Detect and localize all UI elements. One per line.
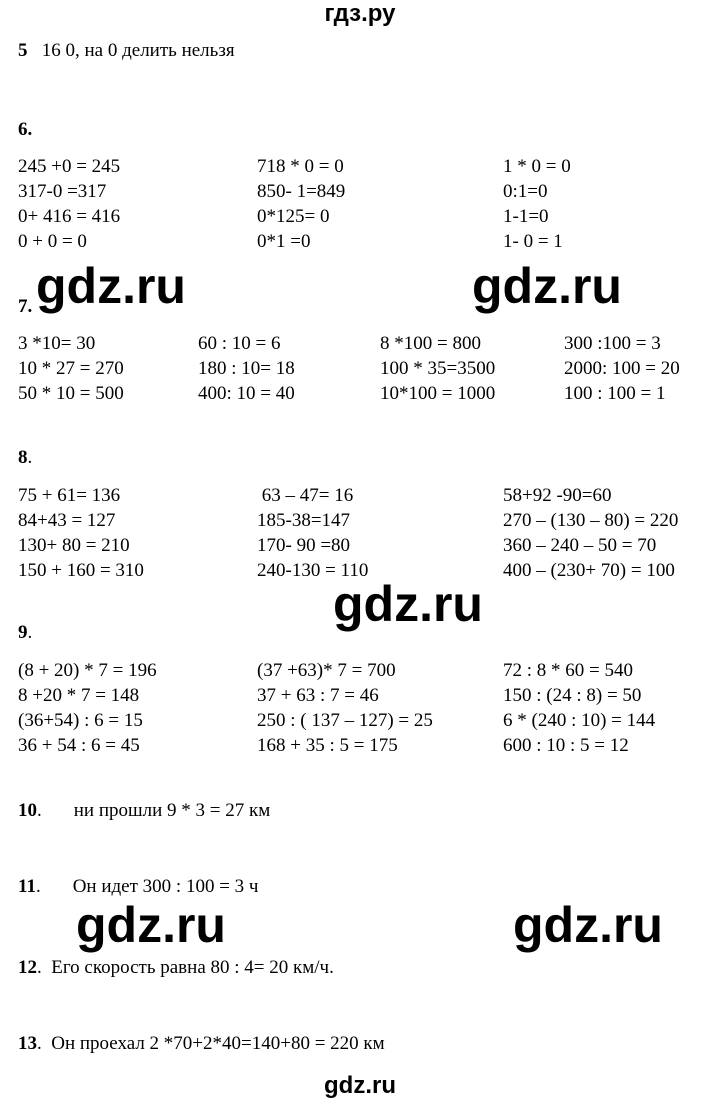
expression: 317-0 =317 [18,181,107,202]
task-number: 10 [18,800,37,821]
expression: 250 : ( 137 – 127) = 25 [257,710,433,731]
expression: 8 *100 = 800 [380,333,481,354]
expression: 63 – 47= 16 [257,485,354,506]
expression: 1- 0 = 1 [503,231,563,252]
expression: 360 – 240 – 50 = 70 [503,535,657,556]
expression: 58+92 -90=60 [503,485,612,506]
task-number: 7. [18,296,33,317]
expression: 1 * 0 = 0 [503,156,571,177]
expression: 270 – (130 – 80) = 220 [503,510,679,531]
task-number-dot: . [27,622,33,643]
expression: 37 + 63 : 7 = 46 [257,685,379,706]
expression: 100 : 100 = 1 [564,383,666,404]
expression: 130+ 80 = 210 [18,535,130,556]
column-1 [18,483,144,583]
expression: 84+43 = 127 [18,510,116,531]
task-number: 5 [18,40,28,61]
column-2 [198,331,295,406]
task-answer: ни прошли 9 * 3 = 27 км [73,800,271,821]
expression: 8 +20 * 7 = 148 [18,685,140,706]
expression: 168 + 35 : 5 = 175 [257,735,398,756]
task-number: 9 [18,622,28,643]
expression: 75 + 61= 136 [18,485,121,506]
expression: 180 : 10= 18 [198,358,295,379]
task-5 [18,38,235,63]
expression: (36+54) : 6 = 15 [18,710,143,731]
column-3 [503,658,655,758]
task-number-dot: . [35,876,41,897]
task-number: 11 [18,876,36,897]
task-11 [18,874,258,899]
expression: 3 *10= 30 [18,333,96,354]
task-answer: Его скорость равна 80 : 4= 20 км/ч. [51,957,334,978]
column-1 [18,331,124,406]
task-number: 13 [18,1033,37,1054]
expression: 150 : (24 : 8) = 50 [503,685,642,706]
watermark: gdz.ru [36,258,186,314]
column-2 [257,658,433,758]
expression: 185-38=147 [257,510,351,531]
task-6-heading [18,117,32,142]
expression: 0+ 416 = 416 [18,206,121,227]
expression: 245 +0 = 245 [18,156,121,177]
expression: 850- 1=849 [257,181,346,202]
expression: 72 : 8 * 60 = 540 [503,660,633,681]
task-number-dot: . [37,957,42,978]
expression: 50 * 10 = 500 [18,383,124,404]
expression: 300 :100 = 3 [564,333,661,354]
watermark: gdz.ru [76,897,226,953]
task-number: 6. [18,119,33,140]
task-number-dot: . [37,1033,42,1054]
task-number: 12 [18,957,37,978]
column-3 [380,331,495,406]
column-3 [503,483,678,583]
expression: 1-1=0 [503,206,549,227]
task-number-dot: . [37,800,42,821]
expression: 0:1=0 [503,181,548,202]
watermark: gdz.ru [333,576,483,632]
task-8-heading [18,445,32,470]
column-2 [257,154,345,254]
task-number-dot: . [27,447,33,468]
expression: 150 + 160 = 310 [18,560,144,581]
site-header: гдз.ру [324,0,396,27]
expression: 36 + 54 : 6 = 45 [18,735,140,756]
task-7-heading [18,294,32,319]
expression: 2000: 100 = 20 [564,358,680,379]
expression: (8 + 20) * 7 = 196 [18,660,157,681]
task-10 [18,798,270,823]
column-1 [18,154,120,254]
column-2 [257,483,368,583]
watermark: gdz.ru [472,258,622,314]
expression: (37 +63)* 7 = 700 [257,660,396,681]
task-number: 8 [18,447,28,468]
expression: 10*100 = 1000 [380,383,496,404]
site-footer: gdz.ru [324,1072,396,1099]
expression: 240-130 = 110 [257,560,369,581]
expression: 400 – (230+ 70) = 100 [503,560,675,581]
task-answer: 16 0, на 0 делить нельзя [41,40,235,61]
expression: 0 + 0 = 0 [18,231,87,252]
task-answer: Он проехал 2 *70+2*40=140+80 = 220 км [51,1033,385,1054]
expression: 400: 10 = 40 [198,383,295,404]
task-answer: Он идет 300 : 100 = 3 ч [72,876,259,897]
expression: 0*125= 0 [257,206,330,227]
expression: 600 : 10 : 5 = 12 [503,735,629,756]
column-1 [18,658,157,758]
column-4 [564,331,680,406]
expression: 170- 90 =80 [257,535,351,556]
expression: 718 * 0 = 0 [257,156,344,177]
task-9-heading [18,620,32,645]
expression: 6 * (240 : 10) = 144 [503,710,656,731]
task-13 [18,1031,385,1056]
expression: 60 : 10 = 6 [198,333,281,354]
expression: 100 * 35=3500 [380,358,496,379]
column-3 [503,154,571,254]
task-12 [18,955,334,980]
watermark: gdz.ru [513,897,663,953]
expression: 0*1 =0 [257,231,311,252]
expression: 10 * 27 = 270 [18,358,124,379]
